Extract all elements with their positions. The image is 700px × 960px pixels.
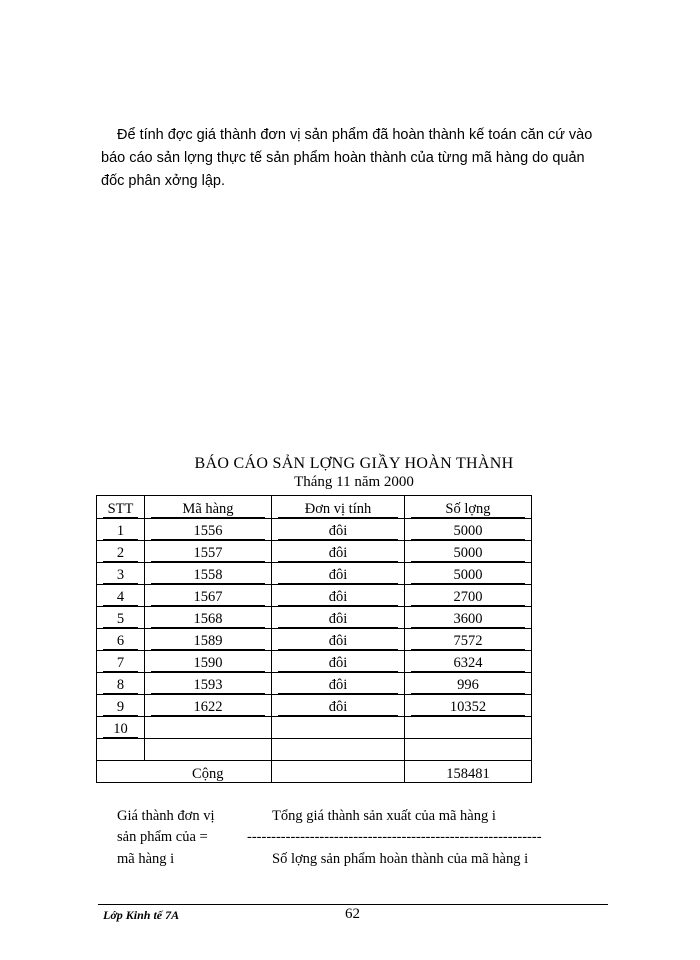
cell-don-vi: đôi (272, 585, 405, 607)
cell-so-luong: 996 (405, 673, 532, 695)
cell-don-vi: đôi (272, 695, 405, 717)
formula-left-1: Giá thành đơn vị (117, 808, 215, 824)
cell-stt: 2 (97, 541, 145, 563)
report-title: BÁO CÁO SẢN LỢNG GIẦY HOÀN THÀNH (194, 455, 514, 472)
table-row (97, 673, 532, 695)
cell-stt: 3 (97, 563, 145, 585)
cell-stt: 8 (97, 673, 145, 695)
cell-don-vi: đôi (272, 629, 405, 651)
formula-numerator: Tổng giá thành sản xuất của mã hàng i (272, 808, 496, 824)
report-table (96, 495, 532, 783)
cell-so-luong (405, 739, 532, 761)
cell-ma-hang: 1568 (145, 607, 272, 629)
table-row (97, 563, 532, 585)
table-row (97, 651, 532, 673)
table-row (97, 585, 532, 607)
cell-ma-hang (145, 717, 272, 739)
table-row (97, 607, 532, 629)
header-stt: STT (97, 496, 145, 519)
table-row (97, 739, 532, 761)
cell-don-vi: đôi (272, 563, 405, 585)
table-row (97, 541, 532, 563)
cell-ma-hang: 1567 (145, 585, 272, 607)
table-header-row (97, 496, 532, 519)
total-row (97, 761, 532, 783)
cell-so-luong (405, 717, 532, 739)
cell-ma-hang: 1557 (145, 541, 272, 563)
footer-divider (98, 904, 608, 905)
cell-so-luong: 2700 (405, 585, 532, 607)
cell-stt: 10 (97, 717, 145, 739)
cell-don-vi: đôi (272, 607, 405, 629)
cell-so-luong: 7572 (405, 629, 532, 651)
cell-so-luong: 5000 (405, 563, 532, 585)
cell-ma-hang: 1589 (145, 629, 272, 651)
formula-denominator: Số lợng sản phẩm hoàn thành của mã hàng i (272, 851, 529, 867)
cell-stt: 4 (97, 585, 145, 607)
cell-stt: 5 (97, 607, 145, 629)
cell-stt (97, 739, 145, 761)
cell-stt: 6 (97, 629, 145, 651)
cell-so-luong: 3600 (405, 607, 532, 629)
cell-ma-hang (145, 739, 272, 761)
cell-don-vi (272, 739, 405, 761)
paragraph-line: Để tính đợc giá thành đơn vị sản phẩm đã hoàn thành kế toán căn cứ vào (117, 127, 593, 143)
page-number: 62 (345, 906, 360, 922)
cell-don-vi (272, 717, 405, 739)
table-row (97, 695, 532, 717)
intro-paragraph (101, 124, 609, 193)
cell-don-vi: đôi (272, 651, 405, 673)
table-row (97, 717, 532, 739)
paragraph-line: báo cáo sản lợng thực tế sản phẩm hoàn thành của từng mã hàng do quản (101, 150, 585, 166)
cell-ma-hang: 1556 (145, 519, 272, 541)
cell-so-luong: 5000 (405, 519, 532, 541)
table-row (97, 519, 532, 541)
cell-don-vi: đôi (272, 541, 405, 563)
cell-ma-hang: 1622 (145, 695, 272, 717)
formula-left-3: mã hàng i (117, 851, 175, 867)
report-subtitle: Tháng 11 năm 2000 (294, 474, 414, 490)
cell-ma-hang: 1590 (145, 651, 272, 673)
header-so-luong: Số lợng (405, 496, 532, 519)
cell-stt: 1 (97, 519, 145, 541)
header-don-vi: Đơn vị tính (272, 496, 405, 519)
total-label: Cộng (192, 766, 224, 782)
cell-stt: 9 (97, 695, 145, 717)
cell-ma-hang: 1558 (145, 563, 272, 585)
cell-so-luong: 10352 (405, 695, 532, 717)
cell-stt: 7 (97, 651, 145, 673)
table-row (97, 629, 532, 651)
paragraph-line: đốc phân xởng lập. (101, 173, 225, 189)
formula-divider: ------------------------------------------------------------- (247, 829, 542, 845)
cell-so-luong: 6324 (405, 651, 532, 673)
cell-don-vi: đôi (272, 673, 405, 695)
cell-so-luong: 5000 (405, 541, 532, 563)
total-value: 158481 (446, 766, 490, 782)
cell-don-vi: đôi (272, 519, 405, 541)
formula-left-2: sản phẩm của = (117, 829, 208, 845)
cell-ma-hang: 1593 (145, 673, 272, 695)
header-ma-hang: Mã hàng (145, 496, 272, 519)
footer-class-label: Lớp Kinh tế 7A (103, 908, 180, 922)
